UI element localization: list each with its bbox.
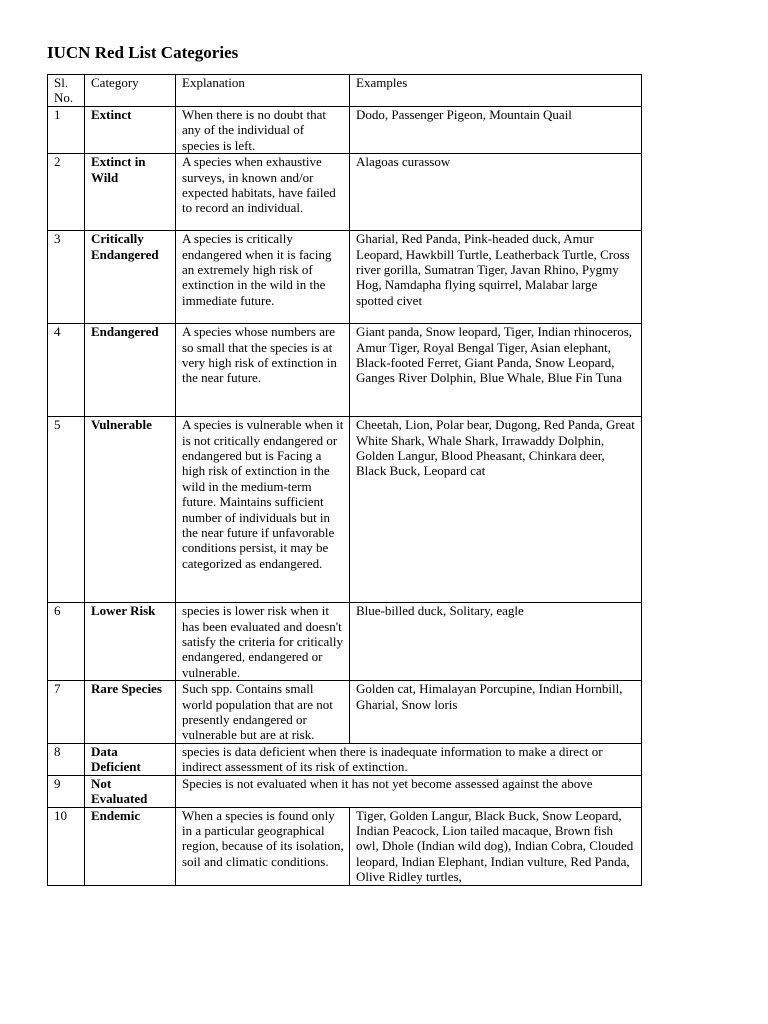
cell-sl: 9 [48, 775, 85, 807]
cell-explanation: When there is no doubt that any of the individual of species is left. [176, 107, 350, 154]
table-row [48, 324, 642, 417]
iucn-categories-table [47, 74, 642, 886]
cell-category: Lower Risk [85, 603, 176, 681]
cell-sl: 4 [48, 324, 85, 417]
cell-sl: 10 [48, 807, 85, 885]
cell-explanation: A species is vulnerable when it is not critically endangered or endangered but is Facing a high risk of extinction in the wild in the medium-term future. Maintains sufficient number of individuals but in the near future if unfavorable conditions persist, it may be categorized as endangered. [176, 417, 350, 603]
cell-explanation: species is data deficient when there is inadequate information to make a direct or indirect assessment of its risk of extinction. [176, 743, 642, 775]
cell-category: Data Deficient [85, 743, 176, 775]
table-row [48, 107, 642, 154]
cell-explanation: Species is not evaluated when it has not yet become assessed against the above [176, 775, 642, 807]
table-row [48, 417, 642, 603]
cell-explanation: When a species is found only in a particular geographical region, because of its isolation, soil and climatic conditions. [176, 807, 350, 885]
cell-explanation: A species whose numbers are so small that the species is at very high risk of extinction in the near future. [176, 324, 350, 417]
cell-explanation: Such spp. Contains small world population that are not presently endangered or vulnerable but are at risk. [176, 681, 350, 744]
cell-examples: Gharial, Red Panda, Pink-headed duck, Amur Leopard, Hawkbill Turtle, Leatherback Turtle, Cross river gorilla, Sumatran Tiger, Javan Rhino, Pygmy Hog, Namdapha flying squirrel, Malabar large spotted civet [350, 231, 642, 324]
cell-category: Endemic [85, 807, 176, 885]
header-examples: Examples [350, 75, 642, 107]
header-category: Category [85, 75, 176, 107]
table-row [48, 603, 642, 681]
table-row [48, 807, 642, 885]
cell-examples: Dodo, Passenger Pigeon, Mountain Quail [350, 107, 642, 154]
cell-sl: 6 [48, 603, 85, 681]
cell-sl: 1 [48, 107, 85, 154]
table-row [48, 231, 642, 324]
cell-explanation: A species is critically endangered when it is facing an extremely high risk of extinction in the wild in the immediate future. [176, 231, 350, 324]
cell-examples: Golden cat, Himalayan Porcupine, Indian Hornbill, Gharial, Snow loris [350, 681, 642, 744]
cell-category: Critically Endangered [85, 231, 176, 324]
cell-sl: 2 [48, 154, 85, 231]
table-row [48, 154, 642, 231]
page-title: IUCN Red List Categories [47, 43, 239, 62]
header-sl-no: Sl. No. [48, 75, 85, 107]
table-header-row [48, 75, 642, 107]
cell-category: Extinct [85, 107, 176, 154]
cell-examples: Alagoas curassow [350, 154, 642, 231]
cell-examples: Blue-billed duck, Solitary, eagle [350, 603, 642, 681]
cell-category: Vulnerable [85, 417, 176, 603]
cell-category: Endangered [85, 324, 176, 417]
cell-examples: Cheetah, Lion, Polar bear, Dugong, Red Panda, Great White Shark, Whale Shark, Irrawaddy Dolphin, Golden Langur, Blood Pheasant, Chinkara deer, Black Buck, Leopard cat [350, 417, 642, 603]
cell-sl: 5 [48, 417, 85, 603]
cell-sl: 8 [48, 743, 85, 775]
cell-sl: 3 [48, 231, 85, 324]
cell-category: Extinct in Wild [85, 154, 176, 231]
cell-explanation: species is lower risk when it has been evaluated and doesn't satisfy the criteria for critically endangered, endangered or vulnerable. [176, 603, 350, 681]
table-row [48, 775, 642, 807]
table-row [48, 681, 642, 744]
cell-explanation: A species when exhaustive surveys, in known and/or expected habitats, have failed to record an individual. [176, 154, 350, 231]
cell-examples: Tiger, Golden Langur, Black Buck, Snow Leopard, Indian Peacock, Lion tailed macaque, Brown fish owl, Dhole (Indian wild dog), Indian Cobra, Clouded leopard, Indian Elephant, Indian vulture, Red Panda, Olive Ridley turtles, [350, 807, 642, 885]
table-row [48, 743, 642, 775]
cell-category: Not Evaluated [85, 775, 176, 807]
header-explanation: Explanation [176, 75, 350, 107]
cell-category: Rare Species [85, 681, 176, 744]
cell-sl: 7 [48, 681, 85, 744]
cell-examples: Giant panda, Snow leopard, Tiger, Indian rhinoceros, Amur Tiger, Royal Bengal Tiger, Asian elephant, Black-footed Ferret, Giant Panda, Snow Leopard, Ganges River Dolphin, Blue Whale, Blue Fin Tuna [350, 324, 642, 417]
